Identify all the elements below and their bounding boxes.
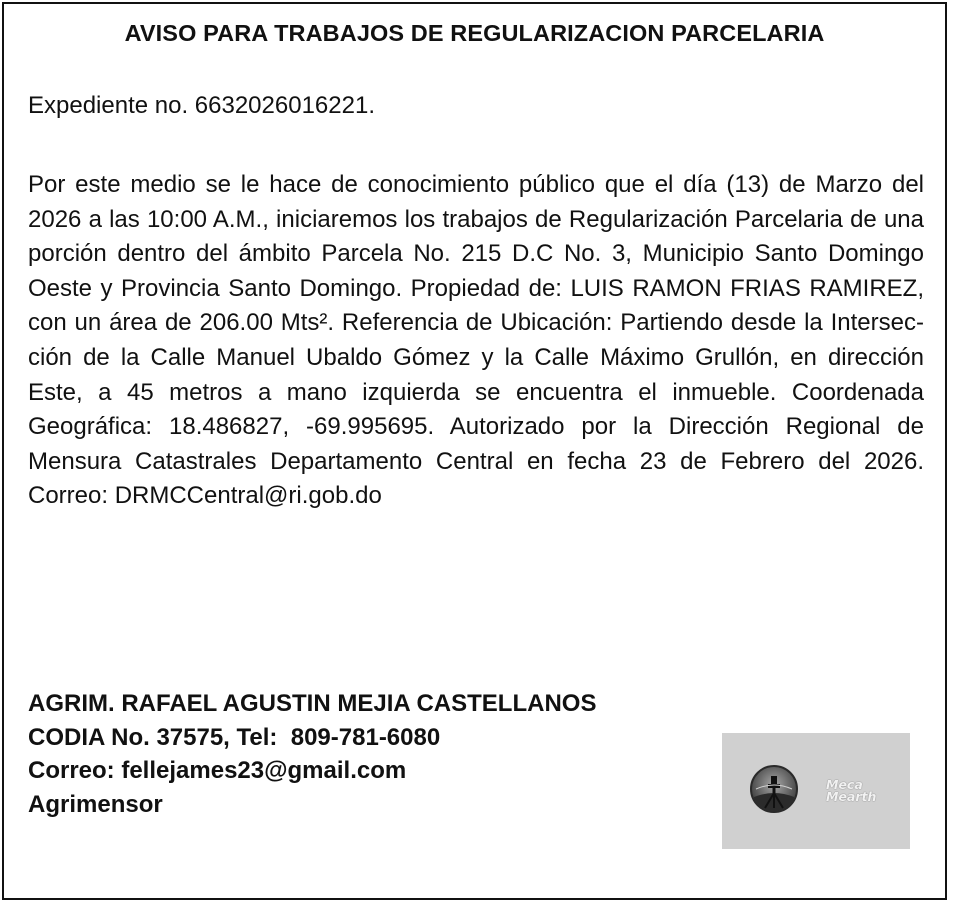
- company-logo: [722, 733, 910, 849]
- surveyor-name: AGRIM. RAFAEL AGUSTIN MEJIA CASTELLANOS: [28, 690, 597, 717]
- notice-body: Por este medio se le hace de conocimiento público que el día (13) de Marzo del 2026 a las 10:00 A.M., iniciaremos los trabajos de Regularización Parcelaria de una porción dentro del ámbito Parcela No. 215 D.C No. 3, Municipio Santo Domingo Oeste y Provincia Santo Domingo. Propiedad de: LUIS RAMON FRIAS RAMIREZ, con un área de 206.00 Mts². Referencia de Ubicación: Partiendo desde la Intersección de la Calle Manuel Ubaldo Gómez y la Calle Máximo Grullón, en dirección Este, a 45 metros a mano izquierda se encuentra el inmueble. Coordenada Geográfica: 18.486827, -69.995695. Autorizado por la Dirección Regional de Mensura Catastrales Departamento Central en fecha 23 de Febrero del 2026. Correo: DRMCCentral@ri.gob.do: [28, 171, 924, 510]
- signature-block: [28, 687, 596, 821]
- notice-title: AVISO PARA TRABAJOS DE REGULARIZACION PARCELARIA: [124, 20, 825, 46]
- expediente-number: Expediente no. 6632026016221.: [28, 92, 375, 119]
- notice-frame: [2, 2, 947, 900]
- surveyor-role: Agrimensor: [28, 790, 163, 818]
- surveyor-email: Correo: fellejames23@gmail.com: [28, 757, 407, 784]
- surveyor-theodolite-icon: [750, 765, 798, 813]
- logo-wordmark: Meca Mearth: [826, 777, 877, 804]
- codia-phone: CODIA No. 37575, Tel: 809-781-6080: [28, 723, 441, 751]
